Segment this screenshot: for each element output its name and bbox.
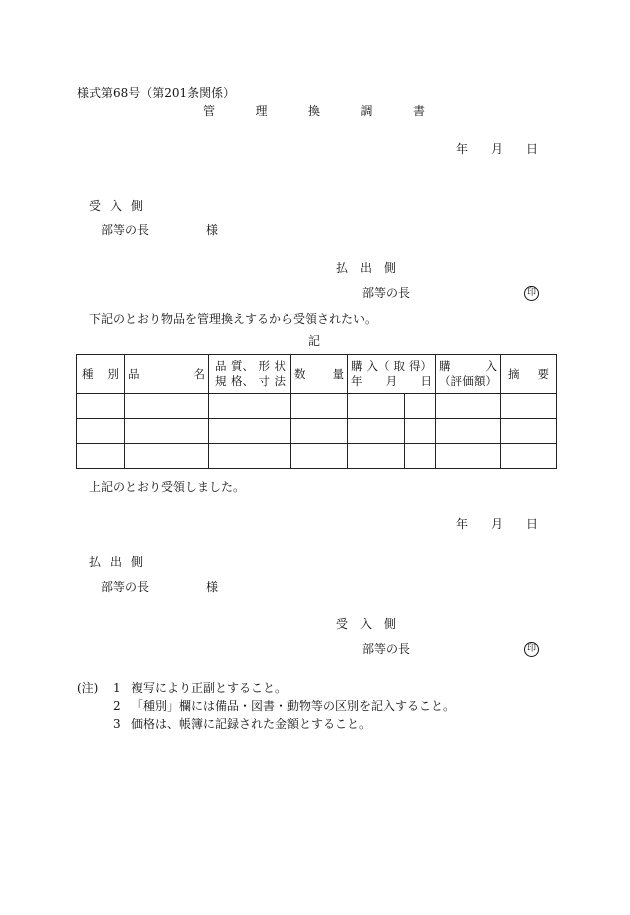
date-day-label: 日 — [525, 142, 538, 156]
side-char: 側 — [383, 261, 396, 275]
cell-purchase-day[interactable] — [405, 419, 436, 444]
date-line-bottom — [456, 517, 538, 531]
side-char: 側 — [383, 617, 396, 631]
date-year-label: 年 — [456, 142, 469, 156]
issuer-honorific: 様 — [206, 580, 219, 594]
note-number: 1 — [113, 681, 121, 695]
note-text: 「種別」欄には備品・図書・動物等の区別を記入すること。 — [131, 699, 456, 713]
header-item-name: 品 名 — [125, 355, 209, 394]
cell-type[interactable] — [77, 419, 125, 444]
cell-quantity[interactable] — [291, 419, 348, 444]
confirm-text: 上記のとおり受領しました。 — [89, 480, 246, 494]
title-char: 換 — [307, 104, 320, 118]
side-char: 払 — [336, 261, 349, 275]
date-month-label: 月 — [490, 517, 503, 531]
date-day-label: 日 — [525, 517, 538, 531]
cell-purchase-day[interactable] — [405, 444, 436, 469]
title-char: 管 — [203, 104, 216, 118]
cell-item-name[interactable] — [125, 444, 209, 469]
side-char: 出 — [359, 261, 372, 275]
cell-purchase-date[interactable] — [348, 419, 405, 444]
seal-mark: 印 — [524, 642, 539, 657]
request-text: 下記のとおり物品を管理換えするから受領されたい。 — [89, 312, 378, 326]
table-header-row — [77, 355, 557, 394]
cell-purchase-date[interactable] — [348, 444, 405, 469]
date-line-top — [456, 142, 538, 156]
side-char: 入 — [359, 617, 372, 631]
cell-remarks[interactable] — [501, 444, 557, 469]
side-char: 入 — [109, 199, 122, 213]
ki-heading: 記 — [308, 334, 321, 348]
seal-mark: 印 — [524, 286, 539, 301]
side-char: 受 — [89, 199, 102, 213]
header-purchase-date: 購 入（ 取 得） 年 月 日 — [348, 355, 436, 394]
cell-price[interactable] — [436, 394, 501, 419]
issuer-dept-head: 部等の長 — [101, 580, 150, 594]
cell-quantity[interactable] — [291, 444, 348, 469]
note-number: 3 — [113, 717, 121, 731]
side-char: 側 — [130, 555, 143, 569]
cell-remarks[interactable] — [501, 419, 557, 444]
cell-item-name[interactable] — [125, 394, 209, 419]
side-char: 払 — [89, 555, 102, 569]
receiver-side-label — [89, 199, 143, 213]
table-row — [77, 394, 557, 419]
header-price: 購 入 （評 価 額） — [436, 355, 501, 394]
side-char: 受 — [336, 617, 349, 631]
cell-price[interactable] — [436, 419, 501, 444]
document-title — [203, 104, 425, 118]
title-char: 書 — [412, 104, 425, 118]
cell-quantity[interactable] — [291, 394, 348, 419]
goods-table — [76, 354, 557, 469]
header-type: 種 別 — [77, 355, 125, 394]
date-year-label: 年 — [456, 517, 469, 531]
header-quality: 品 質、 形 状 規 格、 寸 法 — [209, 355, 291, 394]
issuer-dept-head: 部等の長 — [362, 286, 411, 300]
table-row — [77, 444, 557, 469]
cell-purchase-day[interactable] — [405, 394, 436, 419]
cell-purchase-date[interactable] — [348, 394, 405, 419]
receiver-honorific: 様 — [206, 223, 219, 237]
cell-item-name[interactable] — [125, 419, 209, 444]
receiver-dept-head: 部等の長 — [362, 642, 411, 656]
note-number: 2 — [113, 699, 121, 713]
side-char: 出 — [109, 555, 122, 569]
note-text: 複写により正副とすること。 — [131, 681, 288, 695]
cell-remarks[interactable] — [501, 394, 557, 419]
note-text: 価格は、帳簿に記録された金額とすること。 — [131, 717, 372, 731]
receiver-dept-head: 部等の長 — [101, 223, 150, 237]
title-char: 調 — [360, 104, 373, 118]
issuer-side-label — [336, 261, 396, 275]
cell-quality[interactable] — [209, 444, 291, 469]
header-quantity: 数 量 — [291, 355, 348, 394]
table-row — [77, 419, 557, 444]
date-month-label: 月 — [490, 142, 503, 156]
cell-quality[interactable] — [209, 394, 291, 419]
cell-type[interactable] — [77, 444, 125, 469]
cell-quality[interactable] — [209, 419, 291, 444]
cell-price[interactable] — [436, 444, 501, 469]
cell-type[interactable] — [77, 394, 125, 419]
title-char: 理 — [255, 104, 268, 118]
header-remarks: 摘 要 — [501, 355, 557, 394]
side-char: 側 — [130, 199, 143, 213]
issuer-side-label — [89, 555, 143, 569]
form-number: 様式第68号（第201条関係） — [77, 86, 236, 100]
receiver-side-label — [336, 617, 396, 631]
notes-label: (注) — [77, 681, 99, 695]
